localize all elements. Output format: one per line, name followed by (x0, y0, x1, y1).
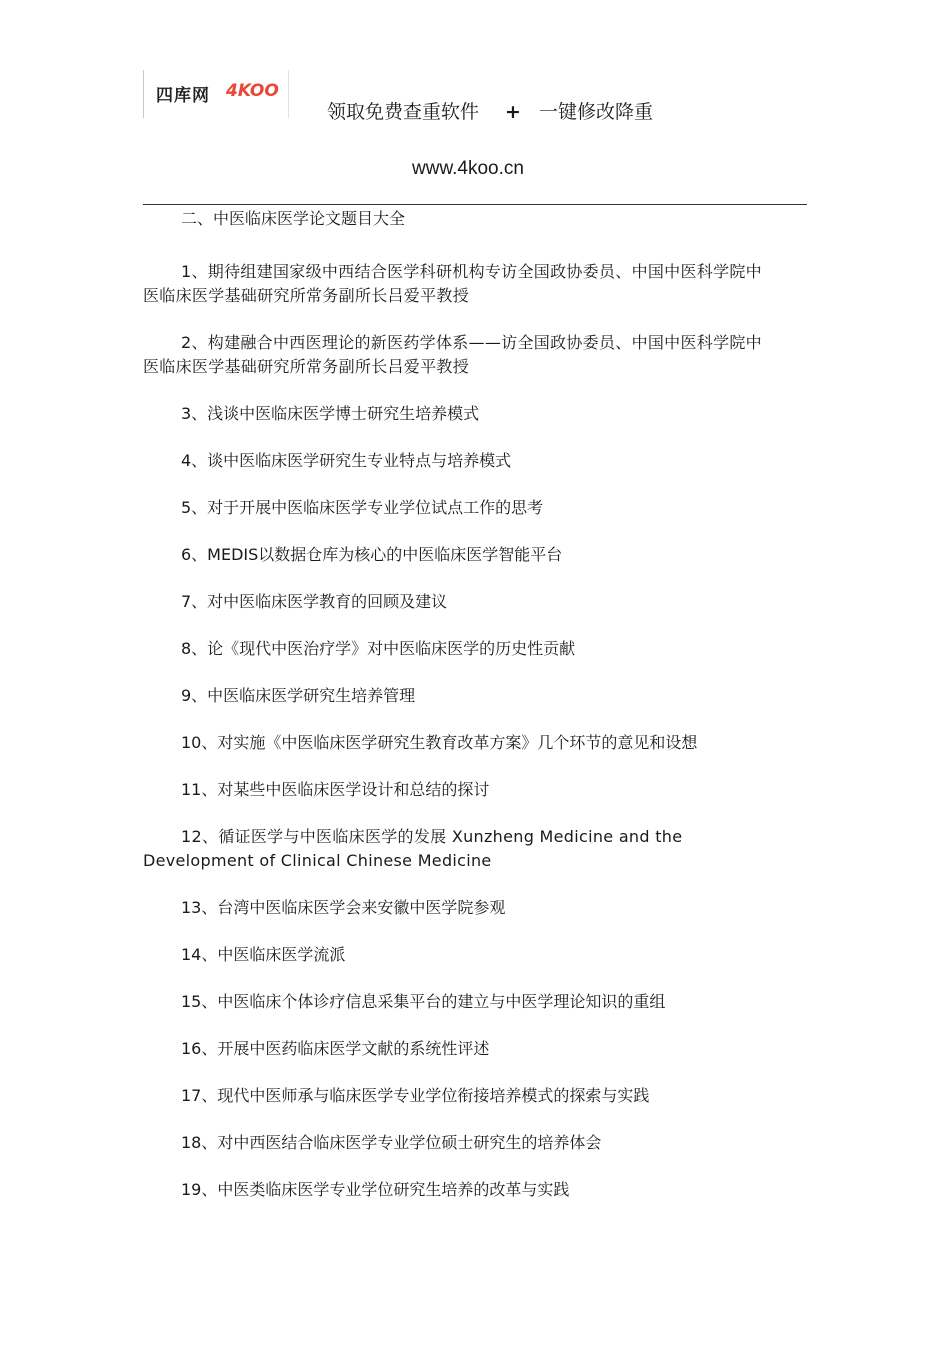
list-item: 1、期待组建国家级中西结合医学科研机构专访全国政协委员、中国中医科学院中医临床医学基础研究所常务副所长吕爱平教授 (143, 262, 762, 305)
list-item: 15、中医临床个体诊疗信息采集平台的建立与中医学理论知识的重组 (181, 992, 666, 1011)
list-item: 10、对实施《中医临床医学研究生教育改革方案》几个环节的意见和设想 (181, 733, 698, 752)
document-body (143, 207, 778, 1225)
list-item: 12、循证医学与中医临床医学的发展 Xunzheng Medicine and the Development of Clinical Chinese Medicine (143, 827, 683, 870)
list-item: 5、对于开展中医临床医学专业学位试点工作的思考 (181, 498, 544, 517)
promo-rewrite-text: 一键修改降重 (538, 101, 653, 123)
promo-free-check-text: 领取免费查重软件 (327, 101, 480, 123)
site-logo[interactable] (143, 70, 289, 118)
list-item: 18、对中西医结合临床医学专业学位硕士研究生的培养体会 (181, 1133, 602, 1152)
list-item: 16、开展中医药临床医学文献的系统性评述 (181, 1039, 490, 1058)
list-item: 8、论《现代中医治疗学》对中医临床医学的历史性贡献 (181, 639, 576, 658)
site-url-link[interactable]: www.4koo.cn (412, 158, 524, 179)
logo-english-text: 4KOO (226, 81, 279, 101)
section-title: 二、中医临床医学论文题目大全 (181, 209, 406, 228)
list-item: 7、对中医临床医学教育的回顾及建议 (181, 592, 448, 611)
logo-chinese-text: 四库网 (156, 86, 210, 106)
list-item: 9、中医临床医学研究生培养管理 (181, 686, 416, 705)
list-item: 19、中医类临床医学专业学位研究生培养的改革与实践 (181, 1180, 570, 1199)
promo-banner[interactable] (327, 97, 653, 124)
list-item: 6、MEDIS以数据仓库为核心的中医临床医学智能平台 (181, 545, 563, 564)
list-item: 11、对某些中医临床医学设计和总结的探讨 (181, 780, 490, 799)
plus-icon: + (505, 101, 521, 123)
header-divider (143, 204, 807, 205)
list-item: 2、构建融合中西医理论的新医药学体系——访全国政协委员、中国中医科学院中医临床医学基础研究所常务副所长吕爱平教授 (143, 333, 762, 376)
list-item: 4、谈中医临床医学研究生专业特点与培养模式 (181, 451, 512, 470)
list-item: 13、台湾中医临床医学会来安徽中医学院参观 (181, 898, 506, 917)
list-item: 17、现代中医师承与临床医学专业学位衔接培养模式的探索与实践 (181, 1086, 650, 1105)
list-item: 3、浅谈中医临床医学博士研究生培养模式 (181, 404, 480, 423)
list-item: 14、中医临床医学流派 (181, 945, 346, 964)
